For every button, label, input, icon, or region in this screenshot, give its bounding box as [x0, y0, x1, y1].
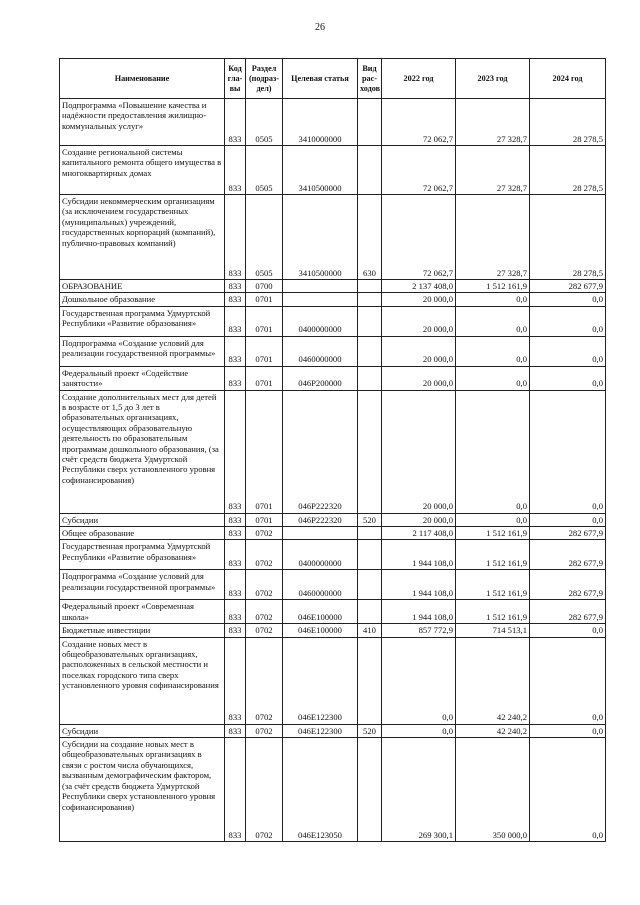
cell-y2022: 72 062,7 — [382, 146, 456, 195]
cell-target: 3410500000 — [283, 146, 358, 195]
cell-y2022: 20 000,0 — [382, 306, 456, 336]
cell-section: 0701 — [246, 390, 283, 513]
cell-y2024: 28 278,5 — [530, 99, 606, 146]
cell-section: 0702 — [246, 738, 283, 842]
cell-name: Создание новых мест в общеобразовательных организациях, расположенных в сельской местности и поселках городского типа сверх установленного уровня софинансирования — [60, 637, 225, 724]
page-number: 26 — [315, 22, 325, 33]
cell-section: 0702 — [246, 527, 283, 540]
table-row — [60, 738, 606, 842]
cell-kind — [358, 280, 382, 293]
cell-code: 833 — [225, 724, 246, 737]
cell-section: 0701 — [246, 336, 283, 366]
cell-code: 833 — [225, 738, 246, 842]
header-2022: 2022 год — [382, 59, 456, 99]
table-header-row — [60, 59, 606, 99]
table-row — [60, 390, 606, 513]
header-code: Код гла-вы — [225, 59, 246, 99]
cell-section: 0505 — [246, 99, 283, 146]
cell-target: 0400000000 — [283, 306, 358, 336]
cell-y2023: 0,0 — [456, 306, 530, 336]
cell-target: 046E122300 — [283, 637, 358, 724]
cell-kind: 520 — [358, 724, 382, 737]
cell-code: 833 — [225, 366, 246, 390]
header-2024: 2024 год — [530, 59, 606, 99]
header-target: Целевая статья — [283, 59, 358, 99]
cell-kind: 630 — [358, 195, 382, 280]
cell-y2023: 27 328,7 — [456, 146, 530, 195]
cell-kind: 520 — [358, 513, 382, 526]
cell-kind — [358, 146, 382, 195]
cell-y2022: 1 944 108,0 — [382, 540, 456, 570]
cell-y2022: 269 300,1 — [382, 738, 456, 842]
cell-target: 046E100000 — [283, 624, 358, 637]
cell-y2022: 0,0 — [382, 637, 456, 724]
cell-y2022: 2 117 408,0 — [382, 527, 456, 540]
cell-y2024: 0,0 — [530, 724, 606, 737]
header-kind: Вид рас-ходов — [358, 59, 382, 99]
budget-table — [59, 58, 606, 842]
cell-kind — [358, 570, 382, 600]
cell-name: ОБРАЗОВАНИЕ — [60, 280, 225, 293]
cell-name: Субсидии на создание новых мест в общеобразовательных организациях в связи с ростом числа обучающихся, вызванным демографическим фактором, (за счёт средств бюджета Удмуртской Республики сверх установленного уровня софинансирования) — [60, 738, 225, 842]
cell-y2022: 20 000,0 — [382, 366, 456, 390]
table-body — [60, 99, 606, 842]
table-row — [60, 624, 606, 637]
cell-y2024: 282 677,9 — [530, 280, 606, 293]
table-row — [60, 600, 606, 624]
table-row — [60, 195, 606, 280]
cell-section: 0702 — [246, 570, 283, 600]
cell-code: 833 — [225, 99, 246, 146]
cell-code: 833 — [225, 146, 246, 195]
cell-target: 046P222320 — [283, 513, 358, 526]
cell-code: 833 — [225, 624, 246, 637]
cell-y2024: 0,0 — [530, 293, 606, 306]
cell-kind: 410 — [358, 624, 382, 637]
cell-target: 0460000000 — [283, 570, 358, 600]
cell-name: Федеральный проект «Содействие занятости» — [60, 366, 225, 390]
table-row — [60, 280, 606, 293]
cell-kind — [358, 637, 382, 724]
cell-target: 046P200000 — [283, 366, 358, 390]
cell-y2023: 27 328,7 — [456, 99, 530, 146]
cell-y2024: 0,0 — [530, 306, 606, 336]
cell-target: 0400000000 — [283, 540, 358, 570]
cell-y2024: 0,0 — [530, 366, 606, 390]
cell-code: 833 — [225, 637, 246, 724]
cell-y2024: 28 278,5 — [530, 146, 606, 195]
cell-kind — [358, 306, 382, 336]
table-row — [60, 293, 606, 306]
cell-y2022: 1 944 108,0 — [382, 570, 456, 600]
cell-name: Бюджетные инвестиции — [60, 624, 225, 637]
cell-section: 0701 — [246, 306, 283, 336]
cell-target: 046P222320 — [283, 390, 358, 513]
cell-kind — [358, 527, 382, 540]
header-section: Раздел (подраз-дел) — [246, 59, 283, 99]
cell-code: 833 — [225, 527, 246, 540]
cell-y2022: 1 944 108,0 — [382, 600, 456, 624]
cell-target: 3410500000 — [283, 195, 358, 280]
cell-name: Субсидии — [60, 513, 225, 526]
table-row — [60, 366, 606, 390]
cell-name: Государственная программа Удмуртской Республики «Развитие образования» — [60, 306, 225, 336]
cell-y2023: 0,0 — [456, 513, 530, 526]
cell-target — [283, 527, 358, 540]
cell-y2023: 1 512 161,9 — [456, 540, 530, 570]
table-row — [60, 540, 606, 570]
cell-kind — [358, 600, 382, 624]
cell-y2024: 0,0 — [530, 390, 606, 513]
cell-target: 046E123050 — [283, 738, 358, 842]
cell-code: 833 — [225, 280, 246, 293]
cell-y2023: 42 240,2 — [456, 724, 530, 737]
cell-code: 833 — [225, 336, 246, 366]
cell-y2023: 714 513,1 — [456, 624, 530, 637]
cell-kind — [358, 336, 382, 366]
table-row — [60, 146, 606, 195]
cell-name: Государственная программа Удмуртской Республики «Развитие образования» — [60, 540, 225, 570]
cell-name: Создание дополнительных мест для детей в возрасте от 1,5 до 3 лет в образовательных организациях, осуществляющих образовательную деятельность по образовательным программам дошкольного образования, (за счёт средств бюджета Удмуртской Республики сверх установленного уровня софинансирования) — [60, 390, 225, 513]
cell-y2024: 0,0 — [530, 336, 606, 366]
cell-y2024: 282 677,9 — [530, 600, 606, 624]
cell-section: 0702 — [246, 724, 283, 737]
cell-y2024: 282 677,9 — [530, 540, 606, 570]
cell-y2022: 20 000,0 — [382, 336, 456, 366]
cell-name: Подпрограмма «Повышение качества и надёжности предоставления жилищно-коммунальных услуг» — [60, 99, 225, 146]
cell-y2022: 20 000,0 — [382, 390, 456, 513]
cell-section: 0701 — [246, 293, 283, 306]
cell-y2024: 0,0 — [530, 637, 606, 724]
cell-y2023: 1 512 161,9 — [456, 280, 530, 293]
cell-y2023: 0,0 — [456, 336, 530, 366]
cell-section: 0505 — [246, 146, 283, 195]
cell-kind — [358, 738, 382, 842]
cell-target: 3410000000 — [283, 99, 358, 146]
cell-kind — [358, 366, 382, 390]
cell-y2023: 1 512 161,9 — [456, 600, 530, 624]
cell-y2024: 0,0 — [530, 513, 606, 526]
cell-y2023: 0,0 — [456, 293, 530, 306]
cell-y2022: 72 062,7 — [382, 195, 456, 280]
cell-code: 833 — [225, 513, 246, 526]
table-row — [60, 637, 606, 724]
cell-name: Субсидии — [60, 724, 225, 737]
table-row — [60, 336, 606, 366]
cell-kind — [358, 540, 382, 570]
cell-code: 833 — [225, 570, 246, 600]
cell-code: 833 — [225, 600, 246, 624]
cell-target: 046E122300 — [283, 724, 358, 737]
cell-y2023: 27 328,7 — [456, 195, 530, 280]
cell-y2024: 282 677,9 — [530, 570, 606, 600]
cell-y2024: 0,0 — [530, 738, 606, 842]
cell-section: 0701 — [246, 366, 283, 390]
cell-y2022: 0,0 — [382, 724, 456, 737]
cell-y2023: 1 512 161,9 — [456, 570, 530, 600]
cell-section: 0702 — [246, 540, 283, 570]
cell-name: Дошкольное образование — [60, 293, 225, 306]
cell-y2023: 1 512 161,9 — [456, 527, 530, 540]
cell-name: Общее образование — [60, 527, 225, 540]
cell-kind — [358, 99, 382, 146]
cell-code: 833 — [225, 306, 246, 336]
cell-name: Подпрограмма «Создание условий для реализации государственной программы» — [60, 570, 225, 600]
cell-y2023: 350 000,0 — [456, 738, 530, 842]
cell-y2023: 0,0 — [456, 366, 530, 390]
cell-y2022: 2 137 408,0 — [382, 280, 456, 293]
cell-section: 0702 — [246, 624, 283, 637]
cell-kind — [358, 293, 382, 306]
table-row — [60, 527, 606, 540]
header-2023: 2023 год — [456, 59, 530, 99]
cell-section: 0702 — [246, 600, 283, 624]
table-row — [60, 513, 606, 526]
cell-y2023: 42 240,2 — [456, 637, 530, 724]
cell-code: 833 — [225, 293, 246, 306]
table-row — [60, 99, 606, 146]
cell-y2022: 20 000,0 — [382, 293, 456, 306]
cell-target — [283, 280, 358, 293]
cell-section: 0505 — [246, 195, 283, 280]
cell-y2024: 282 677,9 — [530, 527, 606, 540]
cell-section: 0701 — [246, 513, 283, 526]
table-row — [60, 570, 606, 600]
cell-name: Подпрограмма «Создание условий для реализации государственной программы» — [60, 336, 225, 366]
cell-name: Федеральный проект «Современная школа» — [60, 600, 225, 624]
cell-section: 0700 — [246, 280, 283, 293]
cell-y2024: 28 278,5 — [530, 195, 606, 280]
cell-y2022: 20 000,0 — [382, 513, 456, 526]
cell-code: 833 — [225, 195, 246, 280]
table-row — [60, 724, 606, 737]
cell-y2022: 72 062,7 — [382, 99, 456, 146]
cell-y2022: 857 772,9 — [382, 624, 456, 637]
cell-y2023: 0,0 — [456, 390, 530, 513]
cell-name: Создание региональной системы капитального ремонта общего имущества в многоквартирных домах — [60, 146, 225, 195]
cell-kind — [358, 390, 382, 513]
cell-target — [283, 293, 358, 306]
cell-code: 833 — [225, 390, 246, 513]
cell-target: 0460000000 — [283, 336, 358, 366]
cell-y2024: 0,0 — [530, 624, 606, 637]
cell-section: 0702 — [246, 637, 283, 724]
table-row — [60, 306, 606, 336]
cell-target: 046E100000 — [283, 600, 358, 624]
cell-name: Субсидии некоммерческим организациям (за исключением государственных (муниципальных) учреждений, государственных корпораций (компаний), публично-правовых компаний) — [60, 195, 225, 280]
cell-code: 833 — [225, 540, 246, 570]
header-name: Наименование — [60, 59, 225, 99]
